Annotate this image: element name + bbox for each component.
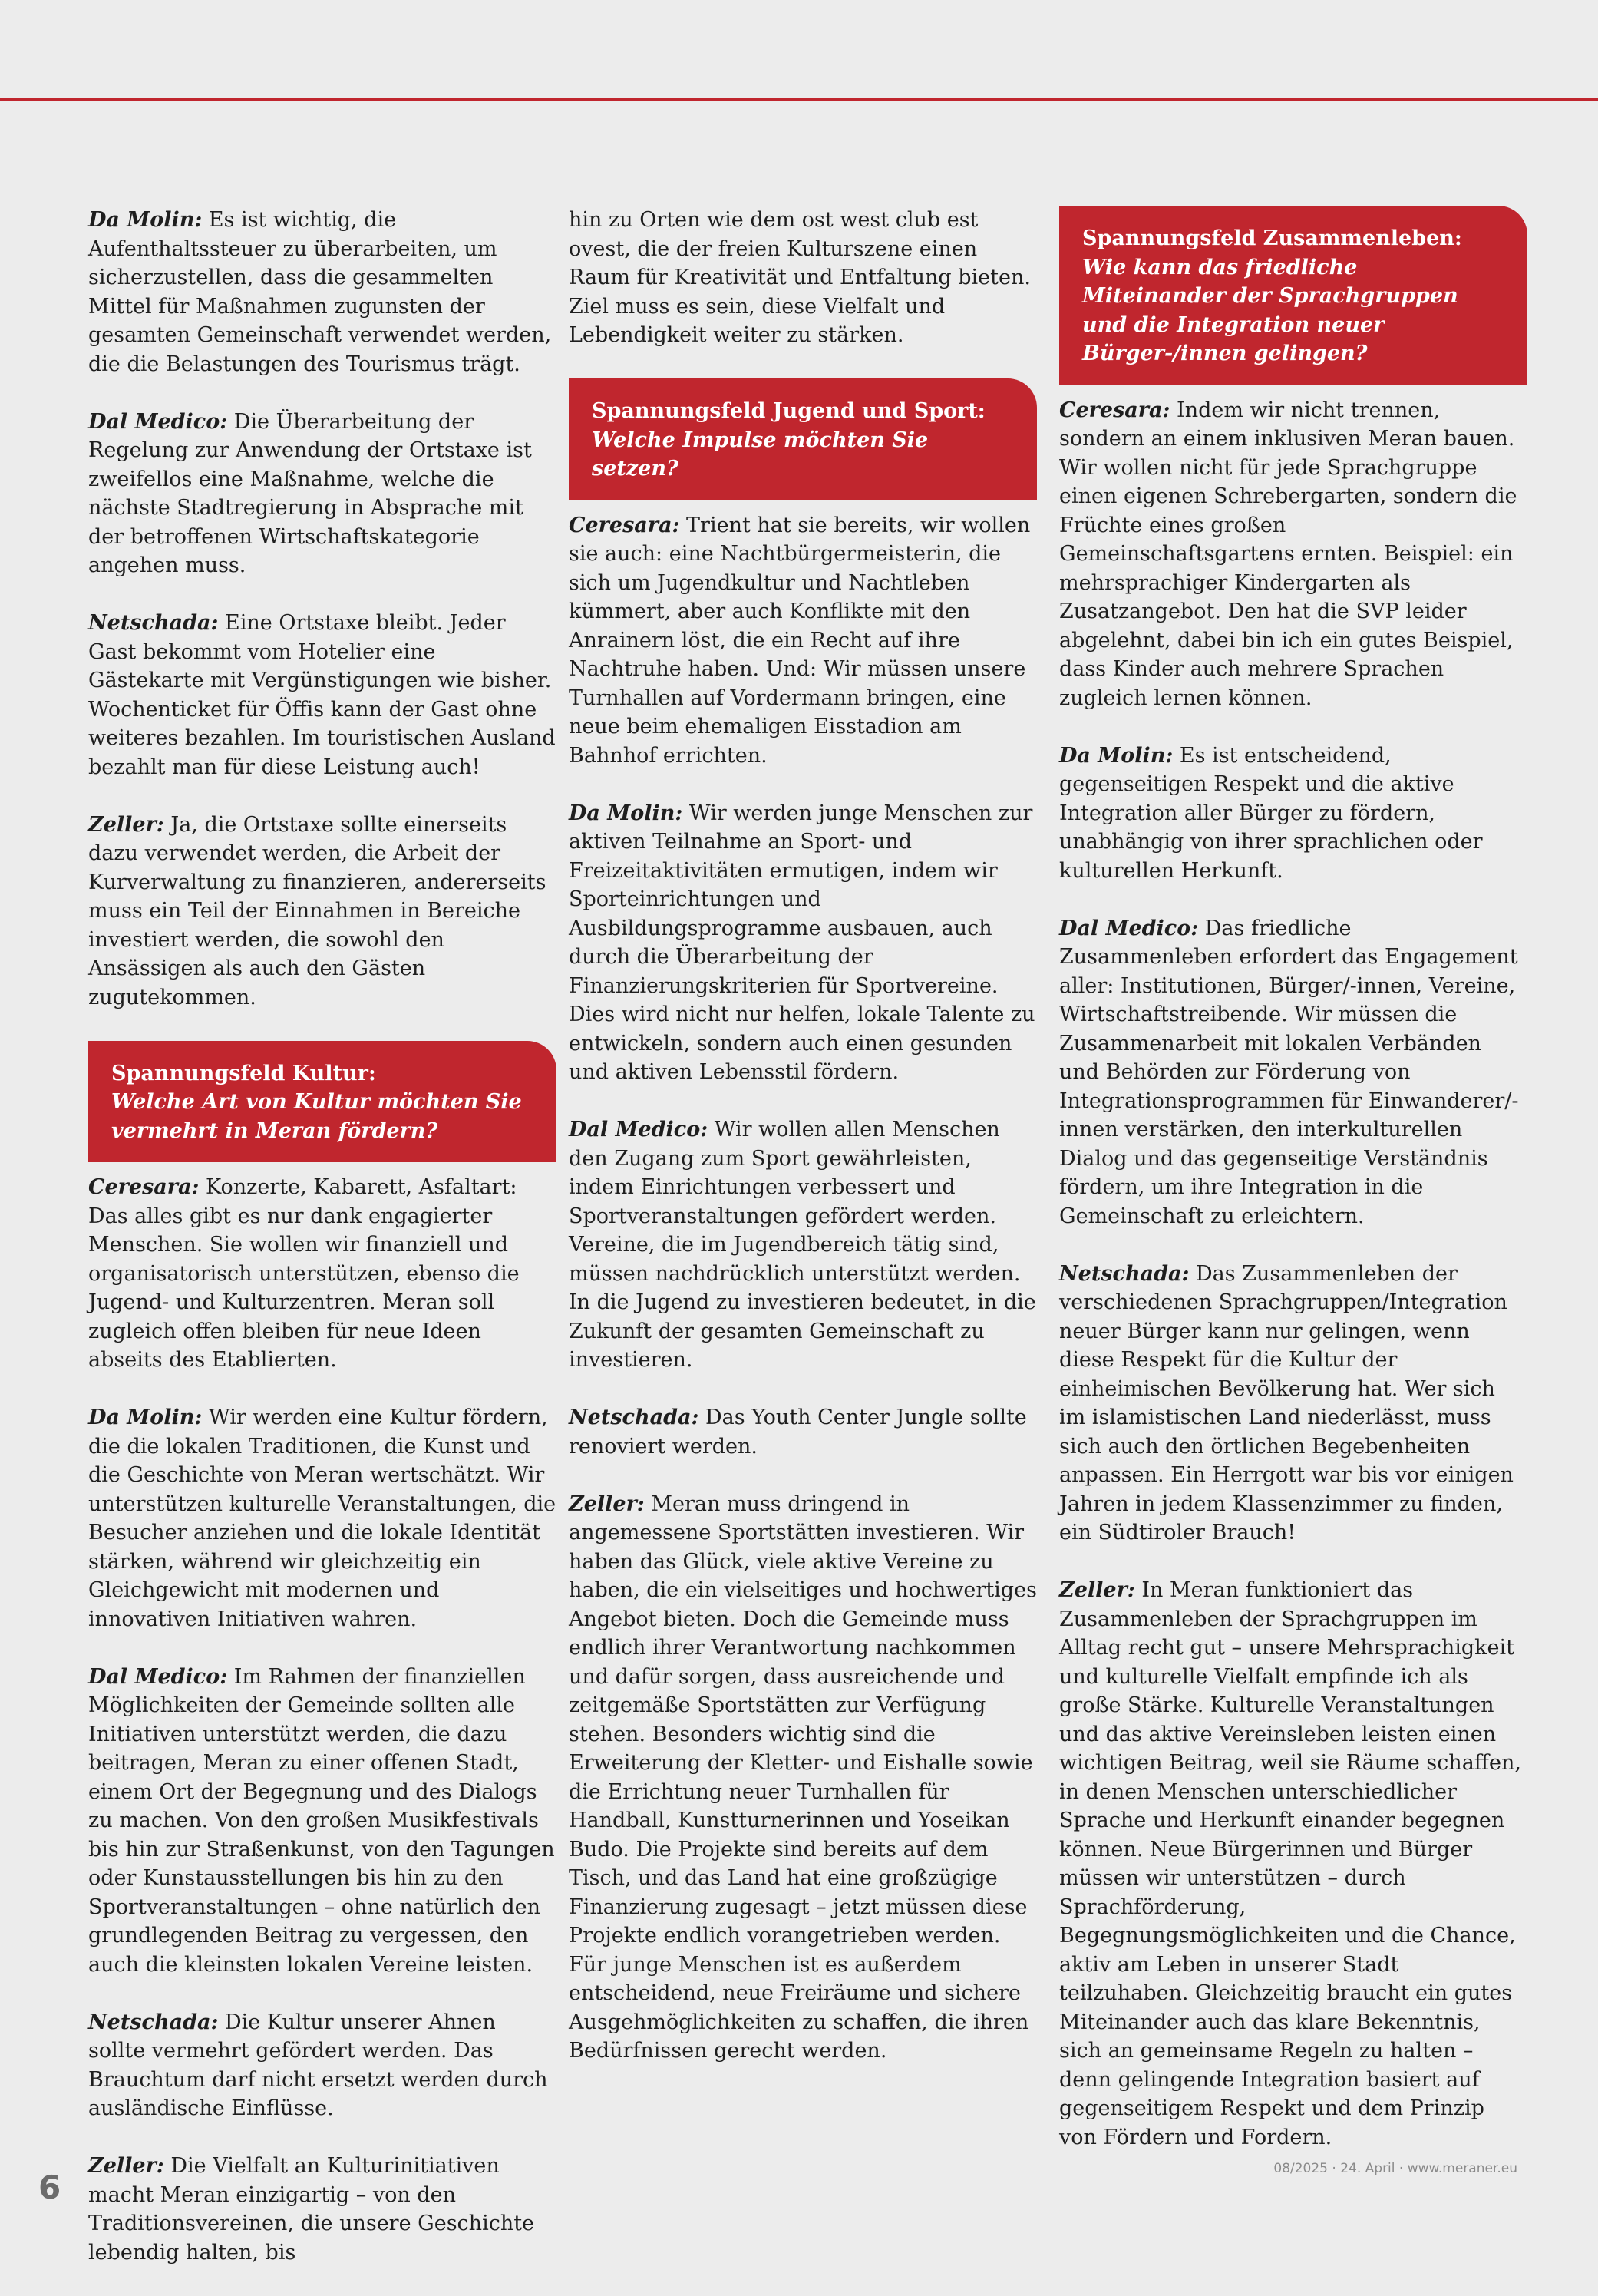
answer-paragraph: [1059, 1260, 1527, 1548]
answer-text: Es ist wichtig, die Aufenthaltssteuer zu überarbeiten, um sicherzustellen, dass die gesammelten Mittel für Maßnahmen zugunsten der gesamten Gemeinschaft verwendet werden, die die Belastungen des Tourismus trägt.: [88, 208, 552, 376]
speaker-name: Ceresara:: [88, 1175, 200, 1199]
speaker-name: Zeller:: [569, 1492, 645, 1516]
speaker-name: Netschada:: [88, 611, 219, 635]
speaker-name: Netschada:: [88, 2010, 219, 2034]
answer-paragraph: [1059, 1576, 1527, 2152]
answer-paragraph: [88, 206, 556, 378]
answer-text: hin zu Orten wie dem ost west club est ovest, die der freien Kulturszene einen Raum für Kreativität und Entfaltung bieten. Ziel muss es sein, diese Vielfalt und Lebendigkeit weiter zu stärken.: [569, 208, 1031, 347]
header-rule: [0, 98, 1598, 101]
question-box-title: Spannungsfeld Zusammenleben:: [1082, 226, 1462, 250]
answer-text: Es ist entscheidend, gegenseitigen Respekt und die aktive Integration aller Bürger zu fördern, unabhängig von ihrer sprachlichen oder kulturellen Herkunft.: [1059, 743, 1483, 883]
answer-text: Die Kultur unserer Ahnen sollte vermehrt gefördert werden. Das Brauchtum darf nicht ersetzt werden durch ausländische Einflüsse.: [88, 2010, 548, 2120]
speaker-name: Zeller:: [88, 812, 164, 837]
question-box-jugend-sport: [569, 378, 1037, 500]
answer-text: In Meran funktioniert das Zusammenleben der Sprachgruppen im Alltag recht gut – unsere Mehrsprachigkeit und kulturelle Vielfalt empfinde ich als große Stärke. Kulturelle Veranstaltungen und das aktive Vereinsleben leisten einen wichtigen Beitrag, weil sie Räume schaffen, in denen Menschen unterschiedlicher Sprache und Herkunft einander begegnen können. Neue Bürgerinnen und Bürger müssen wir unterstützen – durch Sprachförderung, Begegnungsmöglichkeiten und die Chance, aktiv am Leben in unserer Stadt teilzuhaben. Gleichzeitig braucht ein gutes Miteinander auch das klare Bekenntnis, sich an gemeinsame Regeln zu halten – denn gelingende Integration basiert auf gegenseitigem Respekt und dem Prinzip von Fördern und Fordern.: [1059, 1578, 1521, 2149]
answer-paragraph: [569, 1490, 1037, 2066]
answer-text: Trient hat sie bereits, wir wollen sie auch: eine Nachtbürgermeisterin, die sich um Jugendkultur und Nachtleben kümmert, aber auch Konflikte mit den Anrainern löst, die ein Recht auf ihre Nachtruhe haben. Und: Wir müssen unsere Turnhallen auf Vordermann bringen, eine neue beim ehemaligen Eisstadion am Bahnhof errichten.: [569, 513, 1031, 768]
question-box-title: Spannungsfeld Jugend und Sport:: [592, 399, 986, 423]
answer-paragraph: [569, 206, 1037, 350]
answer-paragraph: [88, 1403, 556, 1634]
answer-paragraph: [88, 2008, 556, 2123]
speaker-name: Dal Medico:: [569, 1118, 708, 1141]
answer-text: Im Rahmen der finanziellen Möglichkeiten der Gemeinde sollten alle Initiativen unterstützt werden, die dazu beitragen, Meran zu einer offenen Stadt, einem Ort der Begegnung und des Dialogs zu machen. Von den großen Musikfestivals bis hin zur Straßenkunst, von den Tagungen oder Kunstausstellungen bis hin zu den Sportveranstaltungen – ohne natürlich den grundlegenden Beitrag zu vergessen, den auch die kleinsten lokalen Vereine leisten.: [88, 1664, 555, 1977]
answer-text: Ja, die Ortstaxe sollte einerseits dazu verwendet werden, die Arbeit der Kurverwaltung zu finanzieren, andererseits muss ein Teil der Einnahmen in Bereiche investiert werden, die sowohl den Ansässigen als auch den Gästen zugutekommen.: [88, 812, 546, 1009]
speaker-name: Ceresara:: [569, 513, 680, 537]
answer-paragraph: [569, 1403, 1037, 1461]
question-box-question: Welche Impulse möchten Sie setzen?: [592, 428, 929, 481]
question-box-title: Spannungsfeld Kultur:: [111, 1061, 376, 1085]
answer-text: Konzerte, Kabarett, Asfaltart: Das alles gibt es nur dank engagierter Menschen. Sie wollen wir finanziell und organisatorisch unterstützen, ebenso die Jugend- und Kulturzentren. Meran soll zugleich offen bleiben für neue Ideen abseits des Etablierten.: [88, 1175, 520, 1372]
speaker-name: Netschada:: [569, 1406, 699, 1429]
answer-text: Wir werden eine Kultur fördern, die die lokalen Traditionen, die Kunst und die Geschichte von Meran wertschätzt. Wir unterstützen kulturelle Veranstaltungen, die Besucher anziehen und die lokale Identität stärken, während wir gleichzeitig ein Gleichgewicht mit modernen und innovativen Initiativen wahren.: [88, 1406, 556, 1631]
answer-paragraph: [88, 408, 556, 580]
question-box-question: Wie kann das friedliche Miteinander der Sprachgruppen und die Integration neuer Bürger-/innen gelingen?: [1082, 255, 1458, 365]
page-number: 6: [38, 2169, 61, 2206]
answer-paragraph: [569, 799, 1037, 1087]
answer-text: Eine Ortstaxe bleibt. Jeder Gast bekommt vom Hotelier eine Gästekarte mit Vergünstigungen wie bisher. Wochenticket für Öffis kann der Gast ohne weiteres bezahlen. Im touristischen Ausland bezahlt man für diese Leistung auch!: [88, 611, 556, 779]
speaker-name: Da Molin:: [1059, 743, 1174, 768]
answer-paragraph: [88, 1173, 556, 1375]
speaker-name: Dal Medico:: [1059, 916, 1199, 940]
answer-paragraph: [1059, 742, 1527, 886]
question-box-zusammenleben: [1059, 206, 1527, 385]
speaker-name: Zeller:: [1059, 1578, 1135, 1602]
answer-text: Meran muss dringend in angemessene Sportstätten investieren. Wir haben das Glück, viele aktive Vereine zu haben, die ein vielseitiges und hochwertiges Angebot bieten. Doch die Gemeinde muss endlich ihrer Verantwortung nachkommen und dafür sorgen, dass ausreichende und zeitgemäße Sportstätten zur Verfügung stehen. Besonders wichtig sind die Erweiterung der Kletter- und Eishalle sowie die Errichtung neuer Turnhallen für Handball, Kunstturnerinnen und Yoseikan Budo. Die Projekte sind bereits auf dem Tisch, und das Land hat eine großzügige Finanzierung zugesagt – jetzt müssen diese Projekte endlich vorangetrieben werden. Für junge Menschen ist es außerdem entscheidend, neue Freiräume und sichere Ausgehmöglichkeiten zu schaffen, die ihren Bedürfnissen gerecht werden.: [569, 1492, 1037, 2063]
answer-paragraph: [569, 1115, 1037, 1375]
answer-text: Das Youth Center Jungle sollte renoviert werden.: [569, 1406, 1027, 1459]
answer-paragraph: [1059, 914, 1527, 1231]
answer-paragraph: [1059, 396, 1527, 713]
speaker-name: Da Molin:: [569, 801, 683, 825]
speaker-name: Da Molin:: [88, 1406, 203, 1429]
speaker-name: Dal Medico:: [88, 409, 228, 434]
answer-text: Die Überarbeitung der Regelung zur Anwendung der Ortstaxe ist zweifellos eine Maßnahme, welche die nächste Stadtregierung in Absprache mit der betroffenen Wirtschaftskategorie angehen muss.: [88, 409, 532, 577]
answer-paragraph: [88, 811, 556, 1013]
answer-paragraph: [88, 609, 556, 781]
answer-text: Wir werden junge Menschen zur aktiven Teilnahme an Sport- und Freizeitaktivitäten ermutigen, indem wir Sporteinrichtungen und Ausbildungsprogramme ausbauen, auch durch die Überarbeitung der Finanzierungskriterien für Sportvereine. Dies wird nicht nur helfen, lokale Talente zu entwickeln, sondern auch einen gesunden und aktiven Lebensstil fördern.: [569, 801, 1035, 1084]
speaker-name: Zeller:: [88, 2154, 164, 2178]
question-box-question: Welche Art von Kultur möchten Sie vermehrt in Meran fördern?: [111, 1090, 522, 1143]
answer-text: Das friedliche Zusammenleben erfordert das Engagement aller: Institutionen, Bürger/-innen, Vereine, Wirtschaftstreibende. Wir müssen die Zusammenarbeit mit lokalen Verbänden und Behörden zur Förderung von Integrationsprogrammen für Einwanderer/-innen verstärken, den interkulturellen Dialog und das gegenseitige Verständnis fördern, um ihre Integration in die Gemeinschaft zu erleichtern.: [1059, 916, 1519, 1228]
speaker-name: Ceresara:: [1059, 398, 1170, 422]
issue-info: 08/2025 · 24. April · www.meraner.eu: [1273, 2161, 1517, 2176]
speaker-name: Da Molin:: [88, 208, 203, 232]
answer-text: Wir wollen allen Menschen den Zugang zum Sport gewährleisten, indem Einrichtungen verbessert und Sportveranstaltungen gefördert werden. Vereine, die im Jugendbereich tätig sind, müssen nachdrücklich unterstützt werden. In die Jugend zu investieren bedeutet, in die Zukunft der gesamten Gemeinschaft zu investieren.: [569, 1118, 1036, 1372]
answer-text: Das Zusammenleben der verschiedenen Sprachgruppen/Integration neuer Bürger kann nur gelingen, wenn diese Respekt für die Kultur der einheimischen Bevölkerung hat. Wer sich im islamistischen Land niederlässt, muss sich auch den örtlichen Begebenheiten anpassen. Ein Herrgott war bis vor einigen Jahren in jedem Klassenzimmer zu finden, ein Südtiroler Brauch!: [1059, 1261, 1514, 1544]
answer-text: Die Vielfalt an Kulturinitiativen macht Meran einzigartig – von den Traditionsvereinen, die unsere Geschichte lebendig halten, bis: [88, 2154, 535, 2265]
speaker-name: Netschada:: [1059, 1261, 1190, 1286]
answer-paragraph: [88, 1663, 556, 1980]
answer-paragraph: [569, 511, 1037, 771]
answer-text: Indem wir nicht trennen, sondern an einem inklusiven Meran bauen. Wir wollen nicht für jede Sprachgruppe einen eigenen Schrebergarten, sondern die Früchte eines großen Gemeinschaftsgartens ernten. Beispiel: ein mehrsprachiger Kindergarten als Zusatzangebot. Den hat die SVP leider abgelehnt, dabei bin ich ein gutes Beispiel, dass Kinder auch mehrere Sprachen zugleich lernen können.: [1059, 398, 1517, 710]
column-2: [569, 206, 1037, 2094]
answer-paragraph: [88, 2152, 556, 2267]
speaker-name: Dal Medico:: [88, 1664, 228, 1689]
question-box-kultur: [88, 1041, 556, 1163]
column-1: [88, 206, 556, 2296]
column-3: [1059, 206, 1527, 2181]
